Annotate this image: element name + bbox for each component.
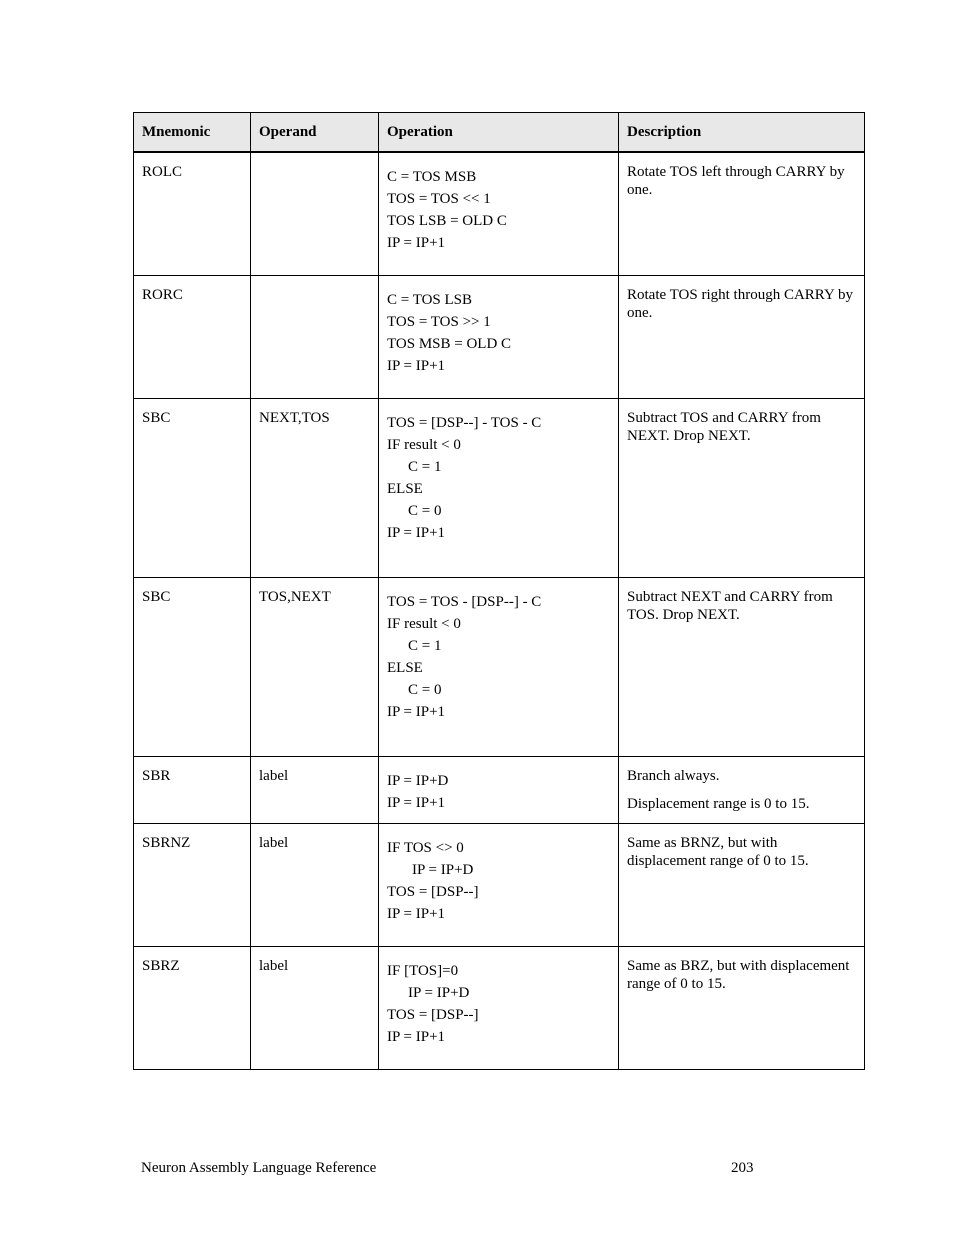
- operand-cell: [251, 275, 379, 398]
- operation-line: TOS = [DSP--]: [387, 883, 479, 900]
- table-row: [134, 577, 865, 756]
- operand-cell: label: [251, 823, 379, 946]
- mnemonic-cell: SBC: [134, 398, 251, 577]
- operation-cell: [379, 577, 619, 756]
- operand-cell: label: [251, 756, 379, 823]
- mnemonic-cell: ROLC: [134, 152, 251, 275]
- operation-line: IP = IP+D: [387, 772, 449, 789]
- description-text: Subtract NEXT and CARRY from TOS. Drop NEXT.: [627, 588, 833, 623]
- operation-line: C = 0: [408, 502, 442, 519]
- operation-line: TOS MSB = OLD C: [387, 335, 512, 352]
- operation-line: C = 1: [408, 458, 442, 475]
- description-cell: [619, 577, 865, 756]
- operation-line: TOS = TOS << 1: [387, 191, 491, 207]
- operation-cell: [379, 756, 619, 823]
- description-text: Rotate TOS left through CARRY by one.: [627, 164, 845, 198]
- mnemonic-cell: RORC: [134, 275, 251, 398]
- table-row: [134, 275, 865, 398]
- operation-line: C = TOS MSB: [387, 169, 477, 185]
- operation-line: IP = IP+1: [387, 794, 446, 811]
- operation-line: IP = IP+1: [387, 1028, 446, 1045]
- description-cell: [619, 398, 865, 577]
- operation-cell: [379, 275, 619, 398]
- description-cell: [619, 152, 865, 275]
- table-row: [134, 398, 865, 577]
- operation-cell: [379, 152, 619, 275]
- operation-line: IP = IP+1: [387, 703, 446, 720]
- page-number: 203: [731, 1160, 754, 1176]
- operation-line: ELSE: [387, 480, 423, 497]
- operation-line: TOS = [DSP--]: [387, 1006, 479, 1023]
- description-cell: [619, 275, 865, 398]
- table-header-row: [134, 113, 865, 153]
- description-text: Same as BRZ, but with displacement range of 0 to 15.: [627, 957, 850, 992]
- operation-line: C = TOS LSB: [387, 291, 473, 308]
- operation-line: IF TOS <> 0: [387, 839, 464, 856]
- operation-line: IP = IP+D: [408, 984, 470, 1001]
- header-mnemonic: Mnemonic: [134, 113, 251, 153]
- operation-line: C = 1: [408, 637, 442, 654]
- operand-cell: TOS,NEXT: [251, 577, 379, 756]
- operation-cell: [379, 398, 619, 577]
- table-row: [134, 152, 865, 275]
- description-text: Same as BRNZ, but with displacement range of 0 to 15.: [627, 834, 809, 869]
- header-description: Description: [619, 113, 865, 153]
- operation-line: TOS LSB = OLD C: [387, 213, 507, 229]
- operation-line: C = 0: [408, 681, 442, 698]
- description-text: Subtract TOS and CARRY from NEXT. Drop NEXT.: [627, 409, 821, 444]
- description-cell: [619, 823, 865, 946]
- operand-cell: label: [251, 946, 379, 1069]
- operation-line: TOS = TOS - [DSP--] - C: [387, 593, 542, 610]
- header-operation: Operation: [379, 113, 619, 153]
- operation-line: IP = IP+1: [387, 524, 446, 541]
- operand-cell: [251, 152, 379, 275]
- operation-line: IF [TOS]=0: [387, 962, 459, 979]
- instruction-table: [133, 112, 865, 1070]
- table-row: [134, 946, 865, 1069]
- description-text: Branch always.: [627, 767, 720, 784]
- operation-line: TOS = [DSP--] - TOS - C: [387, 414, 542, 431]
- operation-cell: [379, 823, 619, 946]
- operation-line: IP = IP+1: [387, 905, 446, 922]
- operation-line: TOS = TOS >> 1: [387, 313, 491, 330]
- header-operand: Operand: [251, 113, 379, 153]
- operation-line: IF result < 0: [387, 436, 461, 453]
- operand-cell: NEXT,TOS: [251, 398, 379, 577]
- description-text: Displacement range is 0 to 15.: [627, 795, 810, 812]
- operation-cell: [379, 946, 619, 1069]
- description-cell: [619, 946, 865, 1069]
- table-row: [134, 823, 865, 946]
- footer-title: Neuron Assembly Language Reference: [141, 1160, 377, 1176]
- operation-line: IP = IP+1: [387, 357, 446, 374]
- operation-line: IF result < 0: [387, 615, 461, 632]
- mnemonic-cell: SBRNZ: [134, 823, 251, 946]
- mnemonic-cell: SBRZ: [134, 946, 251, 1069]
- description-text: Rotate TOS right through CARRY by one.: [627, 286, 853, 321]
- mnemonic-cell: SBR: [134, 756, 251, 823]
- operation-line: ELSE: [387, 659, 423, 676]
- table-row: [134, 756, 865, 823]
- mnemonic-cell: SBC: [134, 577, 251, 756]
- description-cell: [619, 756, 865, 823]
- operation-line: IP = IP+1: [387, 235, 446, 251]
- operation-line: IP = IP+D: [412, 861, 474, 878]
